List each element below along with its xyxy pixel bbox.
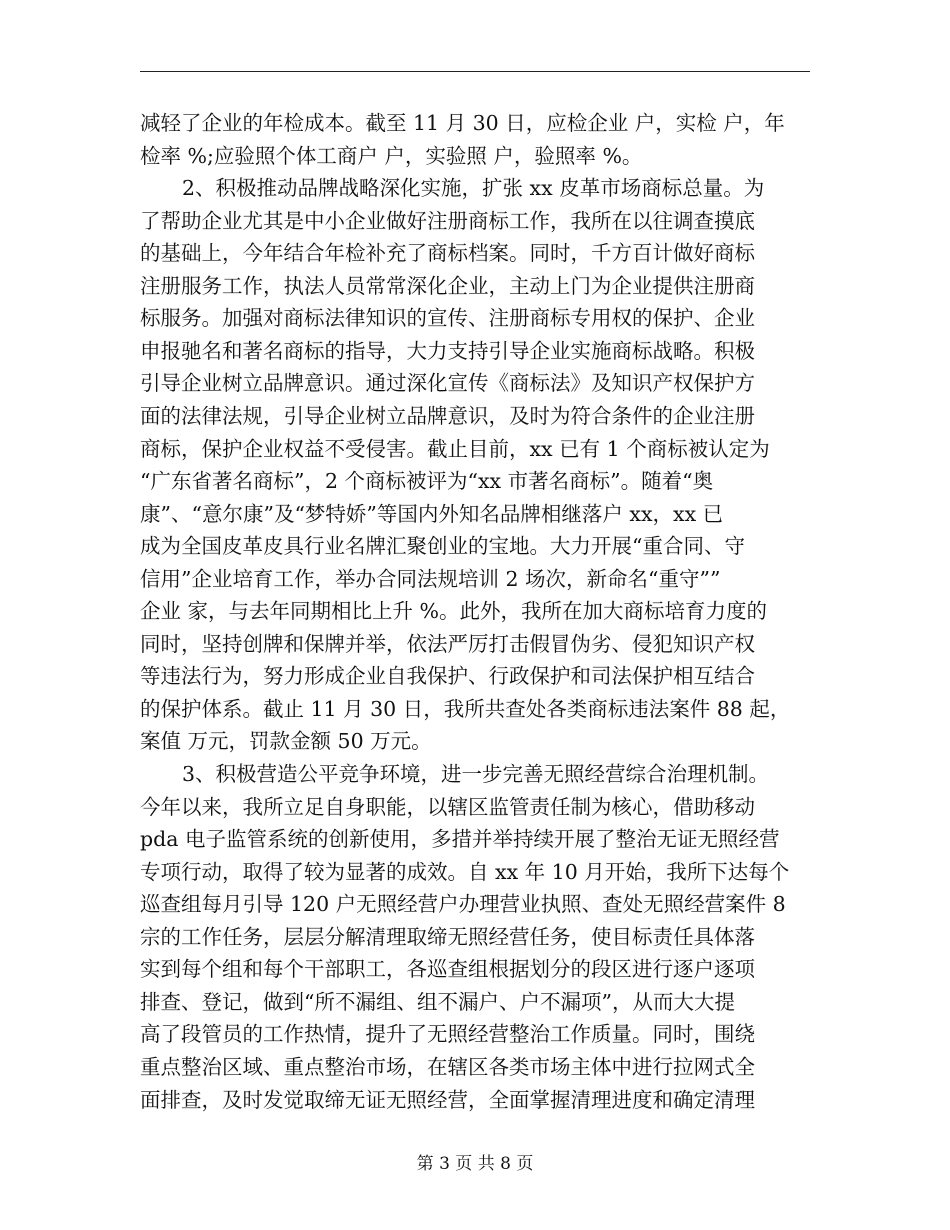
text-line: 2、积极推动品牌战略深化实施，扩张 xx 皮革市场商标总量。为 (182, 176, 765, 201)
text-line: 成为全国皮革皮具行业名牌汇聚创业的宝地。大力开展“重合同、守 (140, 534, 745, 559)
text-line: 同时，坚持创牌和保牌并举，依法严厉打击假冒伪劣、侵犯知识产权 (140, 631, 755, 656)
text-line: 减轻了企业的年检成本。截至 11 月 30 日，应检企业 户，实检 户，年 (140, 111, 785, 135)
text-line: 高了段管员的工作热情，提升了无照经营整治工作质量。同时，围绕 (140, 1022, 755, 1047)
text-line: 等违法行为，努力形成企业自我保护、行政保护和司法保护相互结合 (140, 664, 755, 689)
text-line: 面排查，及时发觉取缔无证无照经营，全面掌握清理进度和确定清理 (140, 1087, 755, 1112)
text-line: 标服务。加强对商标法律知识的宣传、注册商标专用权的保护、企业 (140, 306, 755, 331)
text-line: 商标，保护企业权益不受侵害。截止目前，xx 已有 1 个商标被认定为 (140, 436, 770, 461)
text-line: 信用”企业培育工作，举办合同法规培训 2 场次，新命名“重守”” (140, 566, 721, 591)
text-line: 了帮助企业尤其是中小企业做好注册商标工作，我所在以往调查摸底 (140, 208, 755, 233)
text-line: 的基础上，今年结合年检补充了商标档案。同时，千方百计做好商标 (140, 241, 755, 266)
page-footer: 第 3 页 共 8 页 (416, 1154, 534, 1174)
text-line: 实到每个组和每个干部职工，各巡查组根据划分的段区进行逐户逐项 (140, 957, 755, 982)
text-line: 的保护体系。截止 11 月 30 日，我所共查处各类商标违法案件 88 起， (140, 696, 791, 721)
text-line: 企业 家，与去年同期相比上升 %。此外，我所在加大商标培育力度的 (140, 599, 768, 624)
text-line: 注册服务工作，执法人员常常深化企业，主动上门为企业提供注册商 (140, 273, 755, 298)
text-line: 检率 %;应验照个体工商户 户，实验照 户，验照率 %。 (140, 143, 643, 168)
text-line: 面的法律法规，引导企业树立品牌意识，及时为符合条件的企业注册 (140, 403, 755, 428)
text-line: 案值 万元，罚款金额 50 万元。 (140, 729, 432, 754)
text-line: 重点整治区域、重点整治市场，在辖区各类市场主体中进行拉网式全 (140, 1054, 755, 1079)
text-line: 康”、“意尔康”及“梦特娇”等国内外知名品牌相继落户 xx，xx 已 (140, 501, 724, 526)
text-line: pda 电子监管系统的创新使用，多措并举持续开展了整治无证无照经营 (140, 827, 780, 852)
header-rule (140, 71, 810, 72)
text-line: 今年以来，我所立足自身职能，以辖区监管责任制为核心，借助移动 (140, 794, 755, 819)
text-line: 3、积极营造公平竞争环境，进一步完善无照经营综合治理机制。 (182, 762, 770, 786)
text-line: “广东省著名商标”，2 个商标被评为“xx 市著名商标”。随着“奥 (140, 469, 714, 494)
text-line: 申报驰名和著名商标的指导，大力支持引导企业实施商标战略。积极 (140, 338, 755, 363)
text-line: 排查、登记，做到“所不漏组、组不漏户、户不漏项”，从而大大提 (140, 989, 735, 1014)
text-line: 引导企业树立品牌意识。通过深化宣传《商标法》及知识产权保护方 (140, 371, 755, 396)
text-line: 宗的工作任务，层层分解清理取缔无照经营任务，使目标责任具体落 (140, 924, 755, 949)
text-line: 巡查组每月引导 120 户无照经营户办理营业执照、查处无照经营案件 8 (140, 892, 786, 917)
text-line: 专项行动，取得了较为显著的成效。自 xx 年 10 月开始，我所下达每个 (140, 859, 790, 884)
